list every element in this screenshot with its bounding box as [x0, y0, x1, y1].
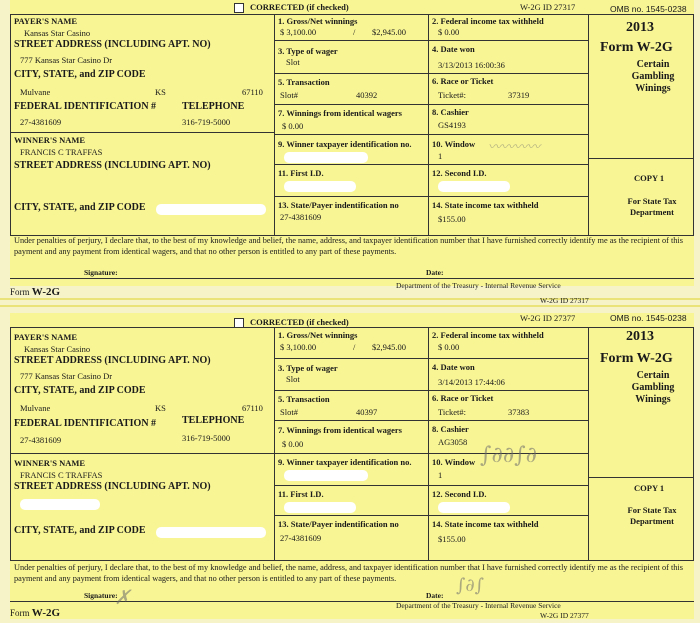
box1-label: 1. Gross/Net winnings — [278, 330, 358, 340]
payer-street: 777 Kansas Star Casino Dr — [20, 55, 113, 65]
box11-label: 11. First I.D. — [278, 168, 324, 178]
signature-label: Signature: — [84, 591, 118, 600]
payer-city-label: CITY, STATE, and ZIP CODE — [14, 69, 146, 80]
box5-value: 40392 — [356, 90, 378, 100]
fed-id-label: FEDERAL IDENTIFICATION # — [14, 101, 157, 112]
next-form-id: W-2G ID 27377 — [540, 611, 589, 620]
box10-label: 10. Window — [432, 139, 476, 149]
box6-prefix: Ticket#: — [438, 90, 467, 100]
box1-sep: / — [353, 342, 356, 352]
handwritten-signature: ✗ — [114, 585, 131, 609]
copy-description: For State Tax Department — [627, 196, 677, 217]
box6-prefix: Ticket#: — [438, 407, 467, 417]
winner-name: FRANCIS C TRAFFAS — [20, 470, 103, 480]
corrected-label: CORRECTED (if checked) — [250, 2, 349, 12]
winner-city-label: CITY, STATE, and ZIP CODE — [14, 202, 146, 213]
redacted-winner-tin — [284, 470, 368, 481]
form-description: Certain Gambling Winings — [631, 370, 675, 405]
box4-label: 4. Date won — [432, 44, 475, 54]
handwritten-scribble: 〰〰〰〰 — [488, 140, 541, 155]
perjury-statement: Under penalties of perjury, I declare that, to the best of my knowledge and belief, the name, address, and taxpayer identification number that I have furnished correctly identify me as the recipient of this payment and any payment from identical wagers, and that no other person is entitled to any part of these payments. — [14, 563, 683, 583]
box1-sep: / — [353, 27, 356, 37]
form-description: Certain Gambling Winings — [631, 59, 675, 94]
form-title: Form W-2G — [600, 40, 673, 55]
box13-label: 13. State/Payer indentification no — [278, 519, 399, 529]
footer-dept: Department of the Treasury - Internal Revenue Service — [396, 281, 561, 290]
box2-label: 2. Federal income tax withheld — [432, 330, 544, 340]
box3-value: Slot — [286, 374, 300, 384]
redacted-winner-street — [20, 499, 100, 510]
fed-id: 27-4381609 — [20, 435, 62, 445]
redacted-second-id — [438, 502, 510, 513]
winner-name-label: WINNER'S NAME — [14, 135, 86, 145]
payer-name: Kansas Star Casino — [24, 344, 91, 354]
payer-name-label: PAYER'S NAME — [14, 332, 78, 342]
redacted-first-id — [284, 181, 356, 192]
w2g-form-2 — [10, 313, 694, 619]
box4-value: 3/13/2013 16:00:36 — [438, 60, 505, 70]
box9-label: 9. Winner taxpayer identification no. — [278, 457, 412, 467]
box3-label: 3. Type of wager — [278, 363, 338, 373]
corrected-checkbox[interactable] — [234, 3, 244, 13]
box12-label: 12. Second I.D. — [432, 489, 487, 499]
copy-label: COPY 1 — [634, 483, 665, 493]
payer-street: 777 Kansas Star Casino Dr — [20, 371, 113, 381]
box5-prefix: Slot# — [280, 407, 298, 417]
box1-label: 1. Gross/Net winnings — [278, 16, 358, 26]
date-label: Date: — [426, 591, 444, 600]
corrected-label: CORRECTED (if checked) — [250, 317, 349, 327]
box4-label: 4. Date won — [432, 362, 475, 372]
box2-value: $ 0.00 — [438, 27, 460, 37]
form-id: W-2G ID 27317 — [520, 2, 576, 12]
payer-name-label: PAYER'S NAME — [14, 16, 78, 26]
redacted-first-id — [284, 502, 356, 513]
fed-id: 27-4381609 — [20, 117, 62, 127]
box13-value: 27-4381609 — [280, 533, 322, 543]
box11-label: 11. First I.D. — [278, 489, 324, 499]
box8-label: 8. Cashier — [432, 107, 469, 117]
footer-form: Form W-2G — [10, 607, 61, 619]
box10-value: 1 — [438, 151, 443, 161]
box5-label: 5. Transaction — [278, 394, 330, 404]
form-id: W-2G ID 27377 — [520, 313, 576, 323]
signature-label: Signature: — [84, 268, 118, 277]
payer-zip: 67110 — [242, 87, 263, 97]
payer-city: Mulvane — [20, 403, 51, 413]
next-form-id: W-2G ID 27317 — [540, 296, 589, 305]
box14-value: $155.00 — [438, 534, 466, 544]
tax-year: 2013 — [626, 329, 654, 344]
payer-city: Mulvane — [20, 87, 51, 97]
box5-label: 5. Transaction — [278, 77, 330, 87]
omb-number: OMB no. 1545-0238 — [610, 4, 687, 14]
box7-value: $ 0.00 — [282, 121, 304, 131]
payer-zip: 67110 — [242, 403, 263, 413]
winner-street-label: STREET ADDRESS (INCLUDING APT. NO) — [14, 160, 211, 171]
payer-state: KS — [155, 403, 166, 413]
box14-label: 14. State income tax withheld — [432, 519, 539, 529]
copy-description: For State Tax Department — [627, 505, 677, 526]
box6-label: 6. Race or Ticket — [432, 393, 494, 403]
winner-name-label: WINNER'S NAME — [14, 458, 86, 468]
telephone-label: TELEPHONE — [182, 101, 245, 112]
box14-value: $155.00 — [438, 214, 466, 224]
box10-value: 1 — [438, 470, 443, 480]
redacted-winner-city — [156, 527, 266, 538]
box1-net: $2,945.00 — [372, 27, 406, 37]
box6-value: 37383 — [508, 407, 530, 417]
date-label: Date: — [426, 268, 444, 277]
payer-name: Kansas Star Casino — [24, 28, 91, 38]
fed-id-label: FEDERAL IDENTIFICATION # — [14, 418, 157, 429]
perjury-statement: Under penalties of perjury, I declare that, to the best of my knowledge and belief, the name, address, and taxpayer identification number that I have furnished correctly identify me as the recipient of this payment and any payment from identical wagers, and that no other person is entitled to any part of these payments. — [14, 236, 683, 256]
redacted-winner-tin — [284, 152, 368, 163]
box13-label: 13. State/Payer indentification no — [278, 200, 399, 210]
box3-value: Slot — [286, 57, 300, 67]
box5-value: 40397 — [356, 407, 378, 417]
box6-value: 37319 — [508, 90, 530, 100]
box2-label: 2. Federal income tax withheld — [432, 16, 544, 26]
winner-street-label: STREET ADDRESS (INCLUDING APT. NO) — [14, 481, 211, 492]
payer-city-label: CITY, STATE, and ZIP CODE — [14, 385, 146, 396]
redacted-second-id — [438, 181, 510, 192]
box7-label: 7. Winnings from identical wagers — [278, 425, 402, 435]
box8-label: 8. Cashier — [432, 424, 469, 434]
box1-gross: $ 3,100.00 — [280, 27, 317, 37]
box2-value: $ 0.00 — [438, 342, 460, 352]
box3-label: 3. Type of wager — [278, 46, 338, 56]
box8-value: GS4193 — [438, 120, 466, 130]
box1-net: $2,945.00 — [372, 342, 406, 352]
payer-street-label: STREET ADDRESS (INCLUDING APT. NO) — [14, 39, 211, 50]
telephone: 316-719-5000 — [182, 117, 231, 127]
handwritten-scribble: ∫∂∂∫∂ — [480, 443, 538, 468]
telephone: 316-719-5000 — [182, 433, 231, 443]
tax-year: 2013 — [626, 20, 654, 35]
box8-value: AG3058 — [438, 437, 468, 447]
box4-value: 3/14/2013 17:44:06 — [438, 377, 505, 387]
winner-city-label: CITY, STATE, and ZIP CODE — [14, 525, 146, 536]
box14-label: 14. State income tax withheld — [432, 200, 539, 210]
w2g-form-1 — [10, 0, 694, 305]
box12-label: 12. Second I.D. — [432, 168, 487, 178]
copy-label: COPY 1 — [634, 173, 665, 183]
box9-label: 9. Winner taxpayer identification no. — [278, 139, 412, 149]
box5-prefix: Slot# — [280, 90, 298, 100]
box10-label: 10. Window — [432, 457, 476, 467]
payer-state: KS — [155, 87, 166, 97]
box6-label: 6. Race or Ticket — [432, 76, 494, 86]
payer-street-label: STREET ADDRESS (INCLUDING APT. NO) — [14, 355, 211, 366]
box13-value: 27-4381609 — [280, 212, 322, 222]
omb-number: OMB no. 1545-0238 — [610, 313, 687, 323]
box7-label: 7. Winnings from identical wagers — [278, 108, 402, 118]
form-title: Form W-2G — [600, 351, 673, 366]
box7-value: $ 0.00 — [282, 439, 304, 449]
winner-name: FRANCIS C TRAFFAS — [20, 147, 103, 157]
telephone-label: TELEPHONE — [182, 415, 245, 426]
redacted-winner-city — [156, 204, 266, 215]
footer-form: Form W-2G — [10, 286, 61, 298]
box1-gross: $ 3,100.00 — [280, 342, 317, 352]
footer-dept: Department of the Treasury - Internal Revenue Service — [396, 601, 561, 610]
handwritten-date: ∫∂∫ — [456, 575, 485, 596]
